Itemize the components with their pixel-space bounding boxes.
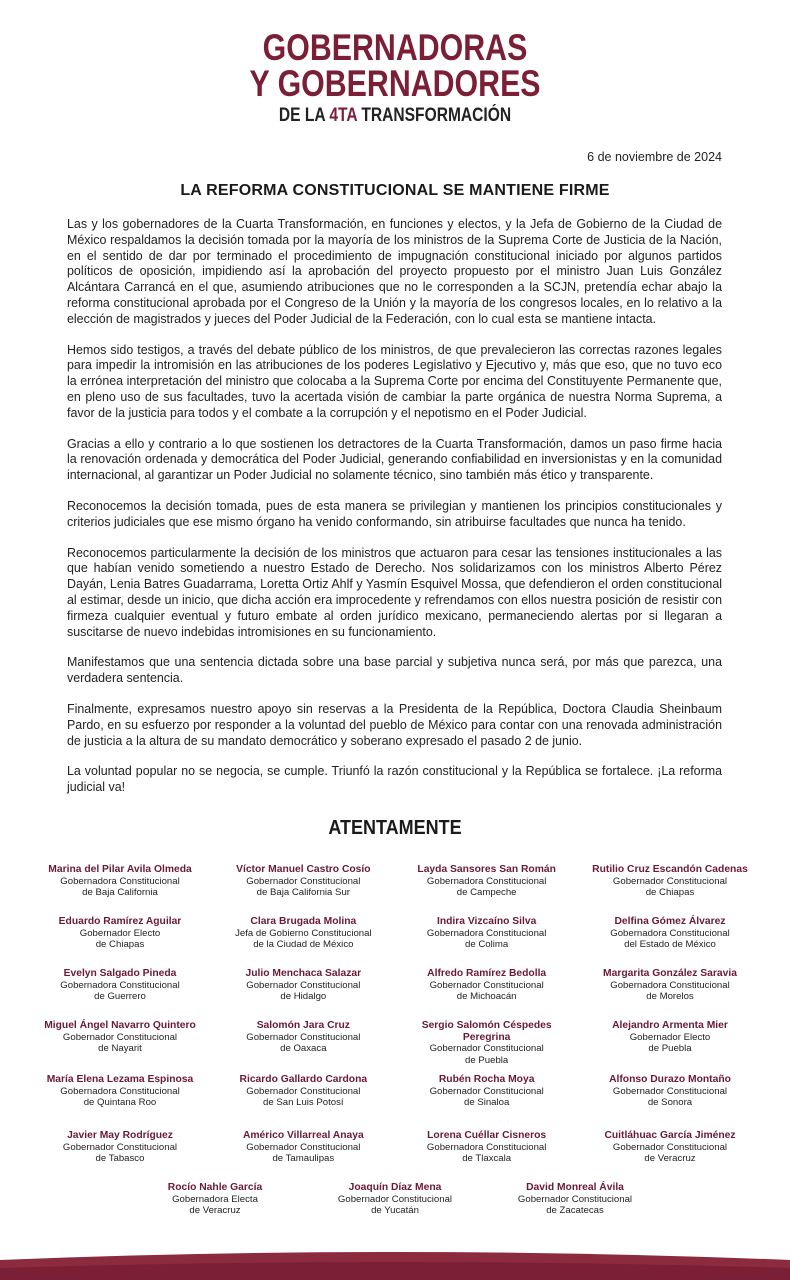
signature-row (30, 1074, 760, 1109)
signature-role: Gobernadora Constitucional (60, 875, 180, 887)
signature-block (30, 1130, 210, 1165)
logo-line-1: GOBERNADORAS (262, 27, 528, 68)
signature-role: Gobernadora Constitucional (426, 875, 547, 887)
signature-role: Gobernador Constitucional (429, 1085, 544, 1097)
signature-place: de San Luis Potosí (263, 1097, 344, 1108)
signature-block (125, 1182, 305, 1217)
signature-role: Gobernador Electo (629, 1031, 711, 1043)
signature-name: Marina del Pilar Avila Olmeda (48, 864, 192, 875)
signature-place: de la Ciudad de México (253, 939, 354, 950)
signature-name: Javier May Rodríguez (67, 1130, 173, 1141)
signature-name: Delfina Gómez Álvarez (614, 916, 726, 927)
document-date: 6 de noviembre de 2024 (587, 150, 722, 164)
signature-name: Indira Vizcaíno Silva (436, 916, 537, 927)
header-logo (0, 27, 790, 128)
signature-block (30, 1074, 210, 1109)
signature-block (580, 1074, 760, 1109)
signature-block (213, 1130, 393, 1165)
signature-name: María Elena Lezama Espinosa (46, 1074, 194, 1085)
signature-block (397, 968, 577, 1003)
signature-row (30, 1130, 760, 1165)
signature-place: de Yucatán (371, 1205, 419, 1216)
signature-role: Gobernadora Electa (172, 1193, 258, 1205)
signature-place: de Tlaxcala (462, 1153, 512, 1164)
logo-accent: 4TA (329, 105, 358, 126)
signature-block (397, 916, 577, 951)
signature-role: Jefa de Gobierno Constitucional (235, 927, 372, 939)
signature-role: Gobernador Constitucional (612, 875, 728, 887)
signature-name: David Monreal Ávila (526, 1182, 624, 1193)
signature-block (213, 1074, 393, 1109)
signature-place: de Nayarit (98, 1043, 142, 1054)
paragraph: Gracias a ello y contrario a lo que sostienen los detractores de la Cuarta Transformación, damos un paso firme hacia la renovación ordenada y democrática del Poder Judicial, generando confiabilidad en inversionistas y en la comunidad internacional, al garantizar un Poder Judicial no solamente técnico, sino también más ético y transparente. (67, 436, 722, 483)
signature-row (30, 1020, 760, 1066)
signature-block (580, 916, 760, 951)
signature-block (580, 1020, 760, 1066)
signature-block (213, 968, 393, 1003)
signature-place: de Zacatecas (546, 1205, 604, 1216)
signature-name: Evelyn Salgado Pineda (63, 968, 177, 979)
signature-role: Gobernadora Constitucional (426, 927, 547, 939)
signature-role: Gobernador Constitucional (246, 1085, 361, 1097)
signature-name: Alfredo Ramírez Bedolla (427, 968, 547, 979)
signature-row (30, 916, 760, 951)
signature-row (30, 968, 760, 1003)
signature-block (305, 1182, 485, 1217)
signature-role: Gobernadora Constitucional (60, 1085, 180, 1097)
footer-wave-graphic (0, 1232, 790, 1280)
document-body (67, 217, 722, 811)
signature-name: Rubén Rocha Moya (438, 1074, 535, 1085)
signature-role: Gobernador Electo (79, 927, 161, 939)
closing-atentamente: ATENTAMENTE (328, 817, 462, 839)
signature-name: Joaquín Díaz Mena (348, 1182, 442, 1193)
signature-role: Gobernador Constitucional (517, 1193, 633, 1205)
logo-line-3: DE LA 4TA TRANSFORMACIÓN (278, 105, 512, 126)
signature-name: Cuitláhuac García Jiménez (604, 1130, 736, 1141)
signature-name: Américo Villarreal Anaya (242, 1130, 364, 1141)
signature-name: Alfonso Durazo Montaño (609, 1074, 731, 1085)
signature-role: Gobernadora Constitucional (610, 979, 730, 991)
paragraph: Manifestamos que una sentencia dictada sobre una base parcial y subjetiva nunca será, por más que parezca, una verdadera sentencia. (67, 655, 722, 686)
signature-name: Rutilio Cruz Escandón Cadenas (592, 864, 748, 875)
signature-name: Rocío Nahle García (167, 1182, 263, 1193)
signature-block (397, 1074, 577, 1109)
signature-role: Gobernador Constitucional (62, 1141, 178, 1153)
signature-block (397, 1020, 577, 1066)
signature-block (213, 864, 393, 899)
signature-role: Gobernador Constitucional (612, 1141, 728, 1153)
signature-name: Layda Sansores San Román (417, 864, 556, 875)
signature-role: Gobernador Constitucional (337, 1193, 453, 1205)
signature-block (397, 864, 577, 899)
signature-name: Julio Menchaca Salazar (245, 968, 362, 979)
signature-role: Gobernadora Constitucional (426, 1141, 547, 1153)
signature-place: de Puebla (465, 1054, 509, 1066)
signature-name: Lorena Cuéllar Cisneros (427, 1130, 547, 1141)
signature-place: de Puebla (648, 1043, 692, 1054)
signature-block (580, 968, 760, 1003)
signature-place: de Hidalgo (280, 991, 327, 1002)
signature-name: Margarita González Saravia (603, 968, 737, 979)
signature-name: Ricardo Gallardo Cardona (239, 1074, 368, 1085)
signature-block (30, 968, 210, 1003)
footer-band (0, 1232, 790, 1280)
signature-role: Gobernador Constitucional (429, 979, 544, 991)
paragraph: Hemos sido testigos, a través del debate público de los ministros, de que prevalecieron las correctas razones legales para impedir la intromisión en las atribuciones de los poderes Legislativo y Ejecutivo y, más que eso, que no tuvo eco la errónea interpretación del ministro que colocaba a la Suprema Corte por encima del Constituyente Permanente que, en pleno uso de sus facultades, tuvo la acertada visión de cambiar la parte orgánica de nuestra Norma Suprema, a favor de la justicia para todos y el combate a la corrupción y el nepotismo en el Poder Judicial. (67, 342, 722, 420)
signature-name: Alejandro Armenta Mier (612, 1020, 728, 1031)
signature-role: Gobernador Constitucional (246, 979, 361, 991)
signature-block (30, 864, 210, 899)
signature-role: Gobernador Constitucional (246, 1141, 361, 1153)
signature-block (485, 1182, 665, 1217)
signature-block (580, 864, 760, 899)
signature-role: Gobernador Constitucional (246, 1031, 361, 1043)
signature-place: de Chiapas (95, 939, 145, 950)
signature-name: Sergio Salomón Céspedes Peregrina (421, 1020, 552, 1043)
signature-role: Gobernador Constitucional (62, 1031, 178, 1043)
paragraph: La voluntad popular no se negocia, se cumple. Triunfó la razón constitucional y la República se fortalece. ¡La reforma judicial va! (67, 764, 722, 795)
signature-block (30, 916, 210, 951)
paragraph: Reconocemos la decisión tomada, pues de esta manera se privilegian y mantienen los principios constitucionales y criterios judiciales que ese mismo órgano ha venido conformando, sin atribuirse facultades que nunca ha tenido. (67, 498, 722, 529)
signature-place: de Veracruz (644, 1153, 696, 1164)
signature-place: de Tabasco (95, 1153, 145, 1164)
paragraph: Finalmente, expresamos nuestro apoyo sin reservas a la Presidenta de la República, Doctora Claudia Sheinbaum Pardo, en su esfuerzo por responder a la voluntad del pueblo de México para contar con una renovada administración de justicia a la altura de su mandato democrático y soberano expresado el pasado 2 de junio. (67, 701, 722, 748)
signature-place: de Chiapas (645, 887, 695, 898)
signature-place: de Michoacán (456, 991, 517, 1002)
document-title: LA REFORMA CONSTITUCIONAL SE MANTIENE FIRME (180, 182, 610, 199)
signature-place: de Oaxaca (280, 1043, 327, 1054)
signature-row (30, 864, 760, 899)
signature-name: Salomón Jara Cruz (256, 1020, 350, 1031)
signature-place: de Baja California (82, 887, 158, 898)
signature-block (213, 916, 393, 951)
signature-place: de Campeche (456, 887, 517, 898)
signature-role: Gobernadora Constitucional (610, 927, 730, 939)
signature-role: Gobernadora Constitucional (60, 979, 180, 991)
signature-role: Gobernador Constitucional (246, 875, 361, 887)
signature-block (580, 1130, 760, 1165)
signature-block (397, 1130, 577, 1165)
signature-role: Gobernador Constitucional (429, 1043, 544, 1054)
signature-place: de Veracruz (189, 1205, 241, 1216)
signature-place: de Quintana Roo (83, 1097, 157, 1108)
signature-place: de Tamaulipas (272, 1153, 335, 1164)
signature-row (30, 1182, 760, 1217)
signature-block (30, 1020, 210, 1066)
signature-block (213, 1020, 393, 1066)
signature-name: Eduardo Ramírez Aguilar (58, 916, 182, 927)
paragraph: Las y los gobernadores de la Cuarta Transformación, en funciones y electos, y la Jefa de Gobierno de la Ciudad de México respaldamos la decisión tomada por la mayoría de los ministros de la Suprema Corte de Justicia de la Nación, en el sentido de dar por terminado el procedimiento de impugnación constitucional iniciado por algunos partidos políticos de oposición, impidiendo así la aprobación del proyecto propuesto por el ministro Juan Luis González Alcántara Carrancá en el que, asumiendo atribuciones que no le corresponden a la SCJN, pretendía echar abajo la reforma constitucional aprobada por el Congreso de la Unión y la mayoría de los congresos locales, en lo relativo a la elección de magistrados y jueces del Poder Judicial de la Federación, con lo cual esta se mantiene intacta. (67, 217, 722, 326)
signature-place: de Morelos (646, 991, 694, 1002)
signature-place: de Baja California Sur (256, 887, 350, 898)
signature-name: Miguel Ángel Navarro Quintero (44, 1020, 196, 1031)
signature-place: de Sinaloa (463, 1097, 510, 1108)
paragraph: Reconocemos particularmente la decisión de los ministros que actuaron para cesar las tensiones institucionales a las que habían venido sometiendo a nuestro Estado de Derecho. Nos solidarizamos con los ministros Alberto Pérez Dayán, Lenia Batres Guadarrama, Loretta Ortiz Ahlf y Yasmín Esquivel Mossa, que defendieron el orden constitucional al estimar, desde un inicio, que dicha acción era improcedente y refrendamos con ellos nuestra posición de resistir con firmeza cualquier eventual y futuro embate al orden jurídico mexicano, permaneciendo alertas por si llegaran a suscitarse de nuevo indebidas intromisiones en su funcionamiento. (67, 545, 722, 639)
signature-place: de Colima (465, 939, 509, 950)
signature-place: de Guerrero (94, 991, 146, 1002)
signature-place: del Estado de México (624, 939, 716, 950)
signature-name: Clara Brugada Molina (250, 916, 357, 927)
signature-place: de Sonora (647, 1097, 693, 1108)
logo-line-2: Y GOBERNADORES (249, 63, 541, 104)
signature-name: Víctor Manuel Castro Cosío (236, 864, 371, 875)
signature-role: Gobernador Constitucional (612, 1085, 728, 1097)
